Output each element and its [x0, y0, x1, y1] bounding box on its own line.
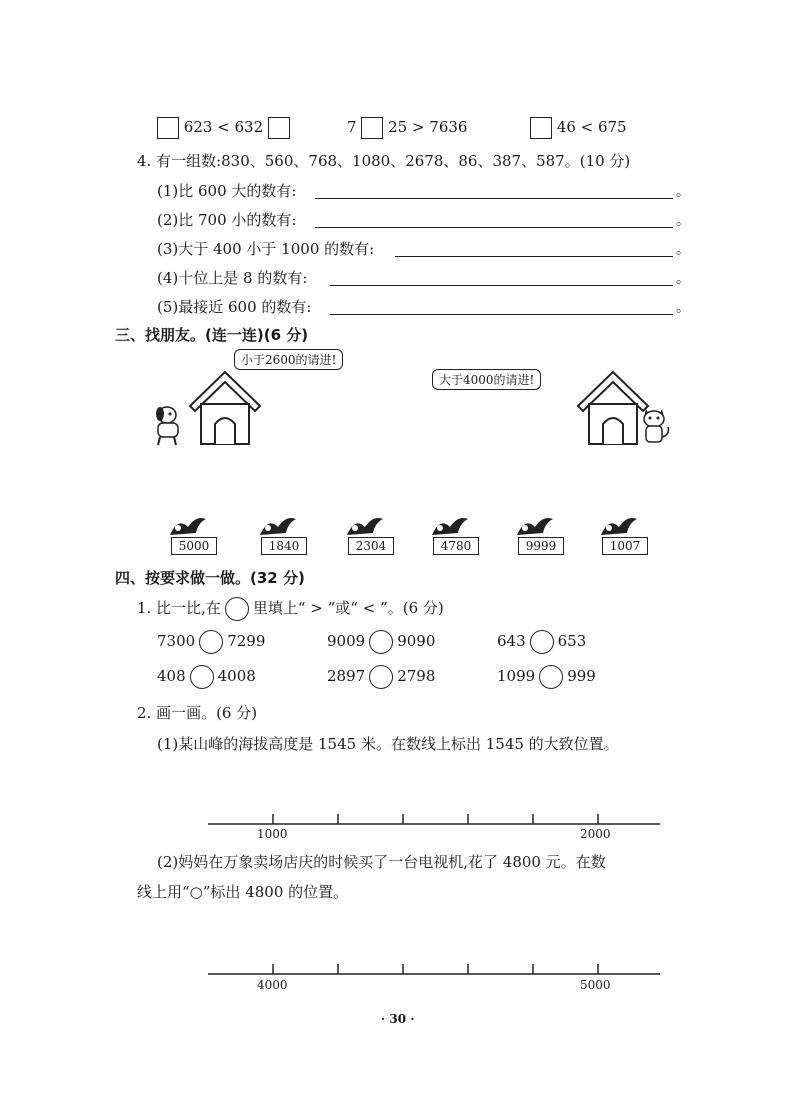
bird-icon — [430, 515, 470, 537]
answer-line[interactable] — [315, 227, 673, 228]
compare-pair: 643 653 — [497, 630, 586, 654]
answer-line[interactable] — [330, 285, 673, 286]
number-line-2[interactable] — [208, 962, 660, 976]
compare-item-3: 46 < 675 — [530, 117, 627, 139]
period: 。 — [676, 213, 690, 229]
q4-1-title: 1. 比一比,在 里填上“ > ”或“ < ”。(6 分) — [137, 597, 444, 621]
compare-item-1: 623 < 632 — [157, 117, 290, 139]
compare-circle[interactable] — [530, 630, 554, 654]
bubble-left: 小于2600的请进! — [234, 349, 343, 370]
bird-icon — [168, 515, 208, 537]
dog-icon — [150, 405, 185, 447]
section-4-title: 四、按要求做一做。(32 分) — [115, 569, 305, 587]
page-number: · 30 · — [381, 1012, 415, 1026]
compare-circle[interactable] — [199, 630, 223, 654]
bird-icon — [515, 515, 555, 537]
number-card[interactable]: 9999 — [518, 537, 564, 555]
number-card[interactable]: 1007 — [602, 537, 648, 555]
q4-item-1: (1)比 600 大的数有: — [157, 182, 297, 200]
compare-pair: 9009 9090 — [327, 630, 435, 654]
compare-circle[interactable] — [369, 665, 393, 689]
period: 。 — [676, 300, 690, 316]
period: 。 — [676, 184, 690, 200]
compare-circle[interactable] — [539, 665, 563, 689]
tick-label: 1000 — [257, 827, 288, 841]
bubble-right: 大于4000的请进! — [432, 369, 541, 390]
number-card[interactable]: 2304 — [348, 537, 394, 555]
q4-item-4: (4)十位上是 8 的数有: — [157, 269, 308, 287]
tick-label: 2000 — [580, 827, 611, 841]
number-card[interactable]: 1840 — [261, 537, 307, 555]
bird-icon — [599, 515, 639, 537]
answer-box[interactable] — [157, 117, 179, 139]
compare-pair: 1099 999 — [497, 665, 596, 689]
answer-box[interactable] — [268, 117, 290, 139]
q4-2-title: 2. 画一画。(6 分) — [137, 704, 258, 722]
q4-2-1-text: (1)某山峰的海拔高度是 1545 米。在数线上标出 1545 的大致位置。 — [157, 735, 619, 753]
tick-label: 5000 — [580, 978, 611, 992]
q4-2-2-line1: (2)妈妈在万象卖场店庆的时候买了一台电视机,花了 4800 元。在数 — [157, 853, 606, 871]
period: 。 — [676, 271, 690, 287]
compare-circle[interactable] — [369, 630, 393, 654]
answer-line[interactable] — [395, 256, 673, 257]
q4-item-5: (5)最接近 600 的数有: — [157, 298, 312, 316]
compare-pair: 7300 7299 — [157, 630, 265, 654]
house-left-icon — [185, 368, 265, 448]
section-3-title: 三、找朋友。(连一连)(6 分) — [115, 326, 309, 344]
number-card[interactable]: 4780 — [433, 537, 479, 555]
answer-box[interactable] — [530, 117, 552, 139]
compare-circle[interactable] — [190, 665, 214, 689]
period: 。 — [676, 242, 690, 258]
number-card[interactable]: 5000 — [171, 537, 217, 555]
q4-item-2: (2)比 700 小的数有: — [157, 211, 297, 229]
cat-icon — [640, 405, 672, 447]
q4-2-2-line2: 线上用“○”标出 4800 的位置。 — [137, 883, 349, 901]
bird-icon — [345, 515, 385, 537]
number-line-1[interactable] — [208, 812, 660, 826]
q4-title: 4. 有一组数:830、560、768、1080、2678、86、387、587。(10 分) — [137, 152, 631, 170]
q4-item-3: (3)大于 400 小于 1000 的数有: — [157, 240, 375, 258]
answer-line[interactable] — [330, 314, 673, 315]
answer-line[interactable] — [315, 198, 673, 199]
circle-icon — [225, 597, 249, 621]
compare-pair: 2897 2798 — [327, 665, 435, 689]
bird-icon — [258, 515, 298, 537]
compare-item-2: 7 25 > 7636 — [347, 117, 467, 139]
tick-label: 4000 — [257, 978, 288, 992]
answer-box[interactable] — [361, 117, 383, 139]
compare-pair: 408 4008 — [157, 665, 256, 689]
